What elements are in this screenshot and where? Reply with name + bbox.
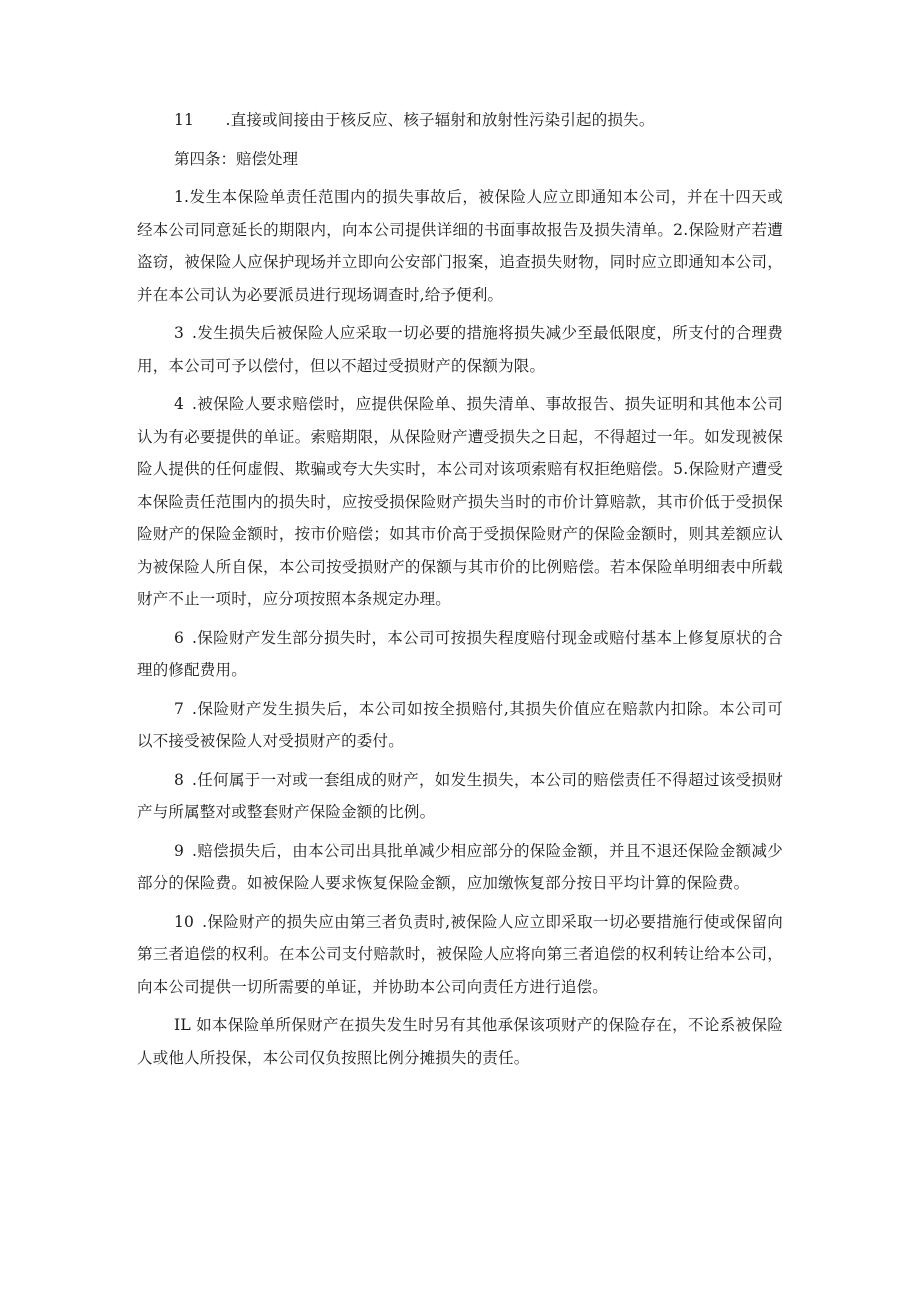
document-body <box>137 104 783 1074</box>
clause-7: 7 .保险财产发生损失后，本公司如按全损赔付,其损失价值应在赔款内扣除。本公司可以不接受被保险人对受损财产的委付。 <box>137 699 783 750</box>
clause-11: IL 如本保险单所保财产在损失发生时另有其他承保该项财产的保险存在，不论系被保险人或他人所投保，本公司仅负按照比例分摊损失的责任。 <box>137 1016 783 1067</box>
clause-10: 10 .保险财产的损失应由第三者负责时,被保险人应立即采取一切必要措施行使或保留向第三者追偿的权利。在本公司支付赔款时，被保险人应将向第三者追偿的权利转让给本公司，向本公司提供一切所需要的单证，并协助本公司向责任方进行追偿。 <box>137 912 783 996</box>
clause-8: 8 .任何属于一对或一套组成的财产，如发生损失，本公司的赔偿责任不得超过该受损财产与所属整对或整套财产保险金额的比例。 <box>137 770 783 821</box>
clause-4-5: 4 .被保险人要求赔偿时，应提供保险单、损失清单、事故报告、损失证明和其他本公司认为有必要提供的单证。索赔期限，从保险财产遭受损失之日起，不得超过一年。如发现被保险人提供的任何虚假、欺骗或夸大失实时，本公司对该项索赔有权拒绝赔偿。5.保险财产遭受本保险责任范围内的损失时，应按受损保险财产损失当时的市价计算赔款，其市价低于受损保险财产的保险金额时，按市价赔偿；如其市价高于受损保险财产的保险金额时，则其差额应认为被保险人所自保，本公司按受损财产的保额与其市价的比例赔偿。若本保险单明细表中所载财产不止一项时，应分项按照本条规定办理。 <box>137 395 783 608</box>
clause-6: 6 .保险财产发生部分损失时，本公司可按损失程度赔付现金或赔付基本上修复原状的合理的修配费用。 <box>137 628 783 679</box>
clause-1-2: 1.发生本保险单责任范围内的损失事故后，被保险人应立即通知本公司，并在十四天或经本公司同意延长的期限内，向本公司提供详细的书面事故报告及损失清单。2.保险财产若遭盗窃，被保险人应保护现场并立即向公安部门报案，追查损失财物，同时应立即通知本公司，并在本公司认为必要派员进行现场调查时,给予便利。 <box>137 188 783 304</box>
section-heading: 第四条：赔偿处理 <box>174 149 299 168</box>
clause-3: 3 .发生损失后被保险人应采取一切必要的措施将损失减少至最低限度，所支付的合理费用，本公司可予以偿付，但以不超过受损财产的保额为限。 <box>137 324 783 375</box>
clause-9: 9 .赔偿损失后，由本公司出具批单减少相应部分的保险金额，并且不退还保险金额减少部分的保险费。如被保险人要求恢复保险金额，应加缴恢复部分按日平均计算的保险费。 <box>137 841 783 892</box>
clause-11-exclusion: 11 .直接或间接由于核反应、核子辐射和放射性污染引起的损失。 <box>174 111 655 129</box>
